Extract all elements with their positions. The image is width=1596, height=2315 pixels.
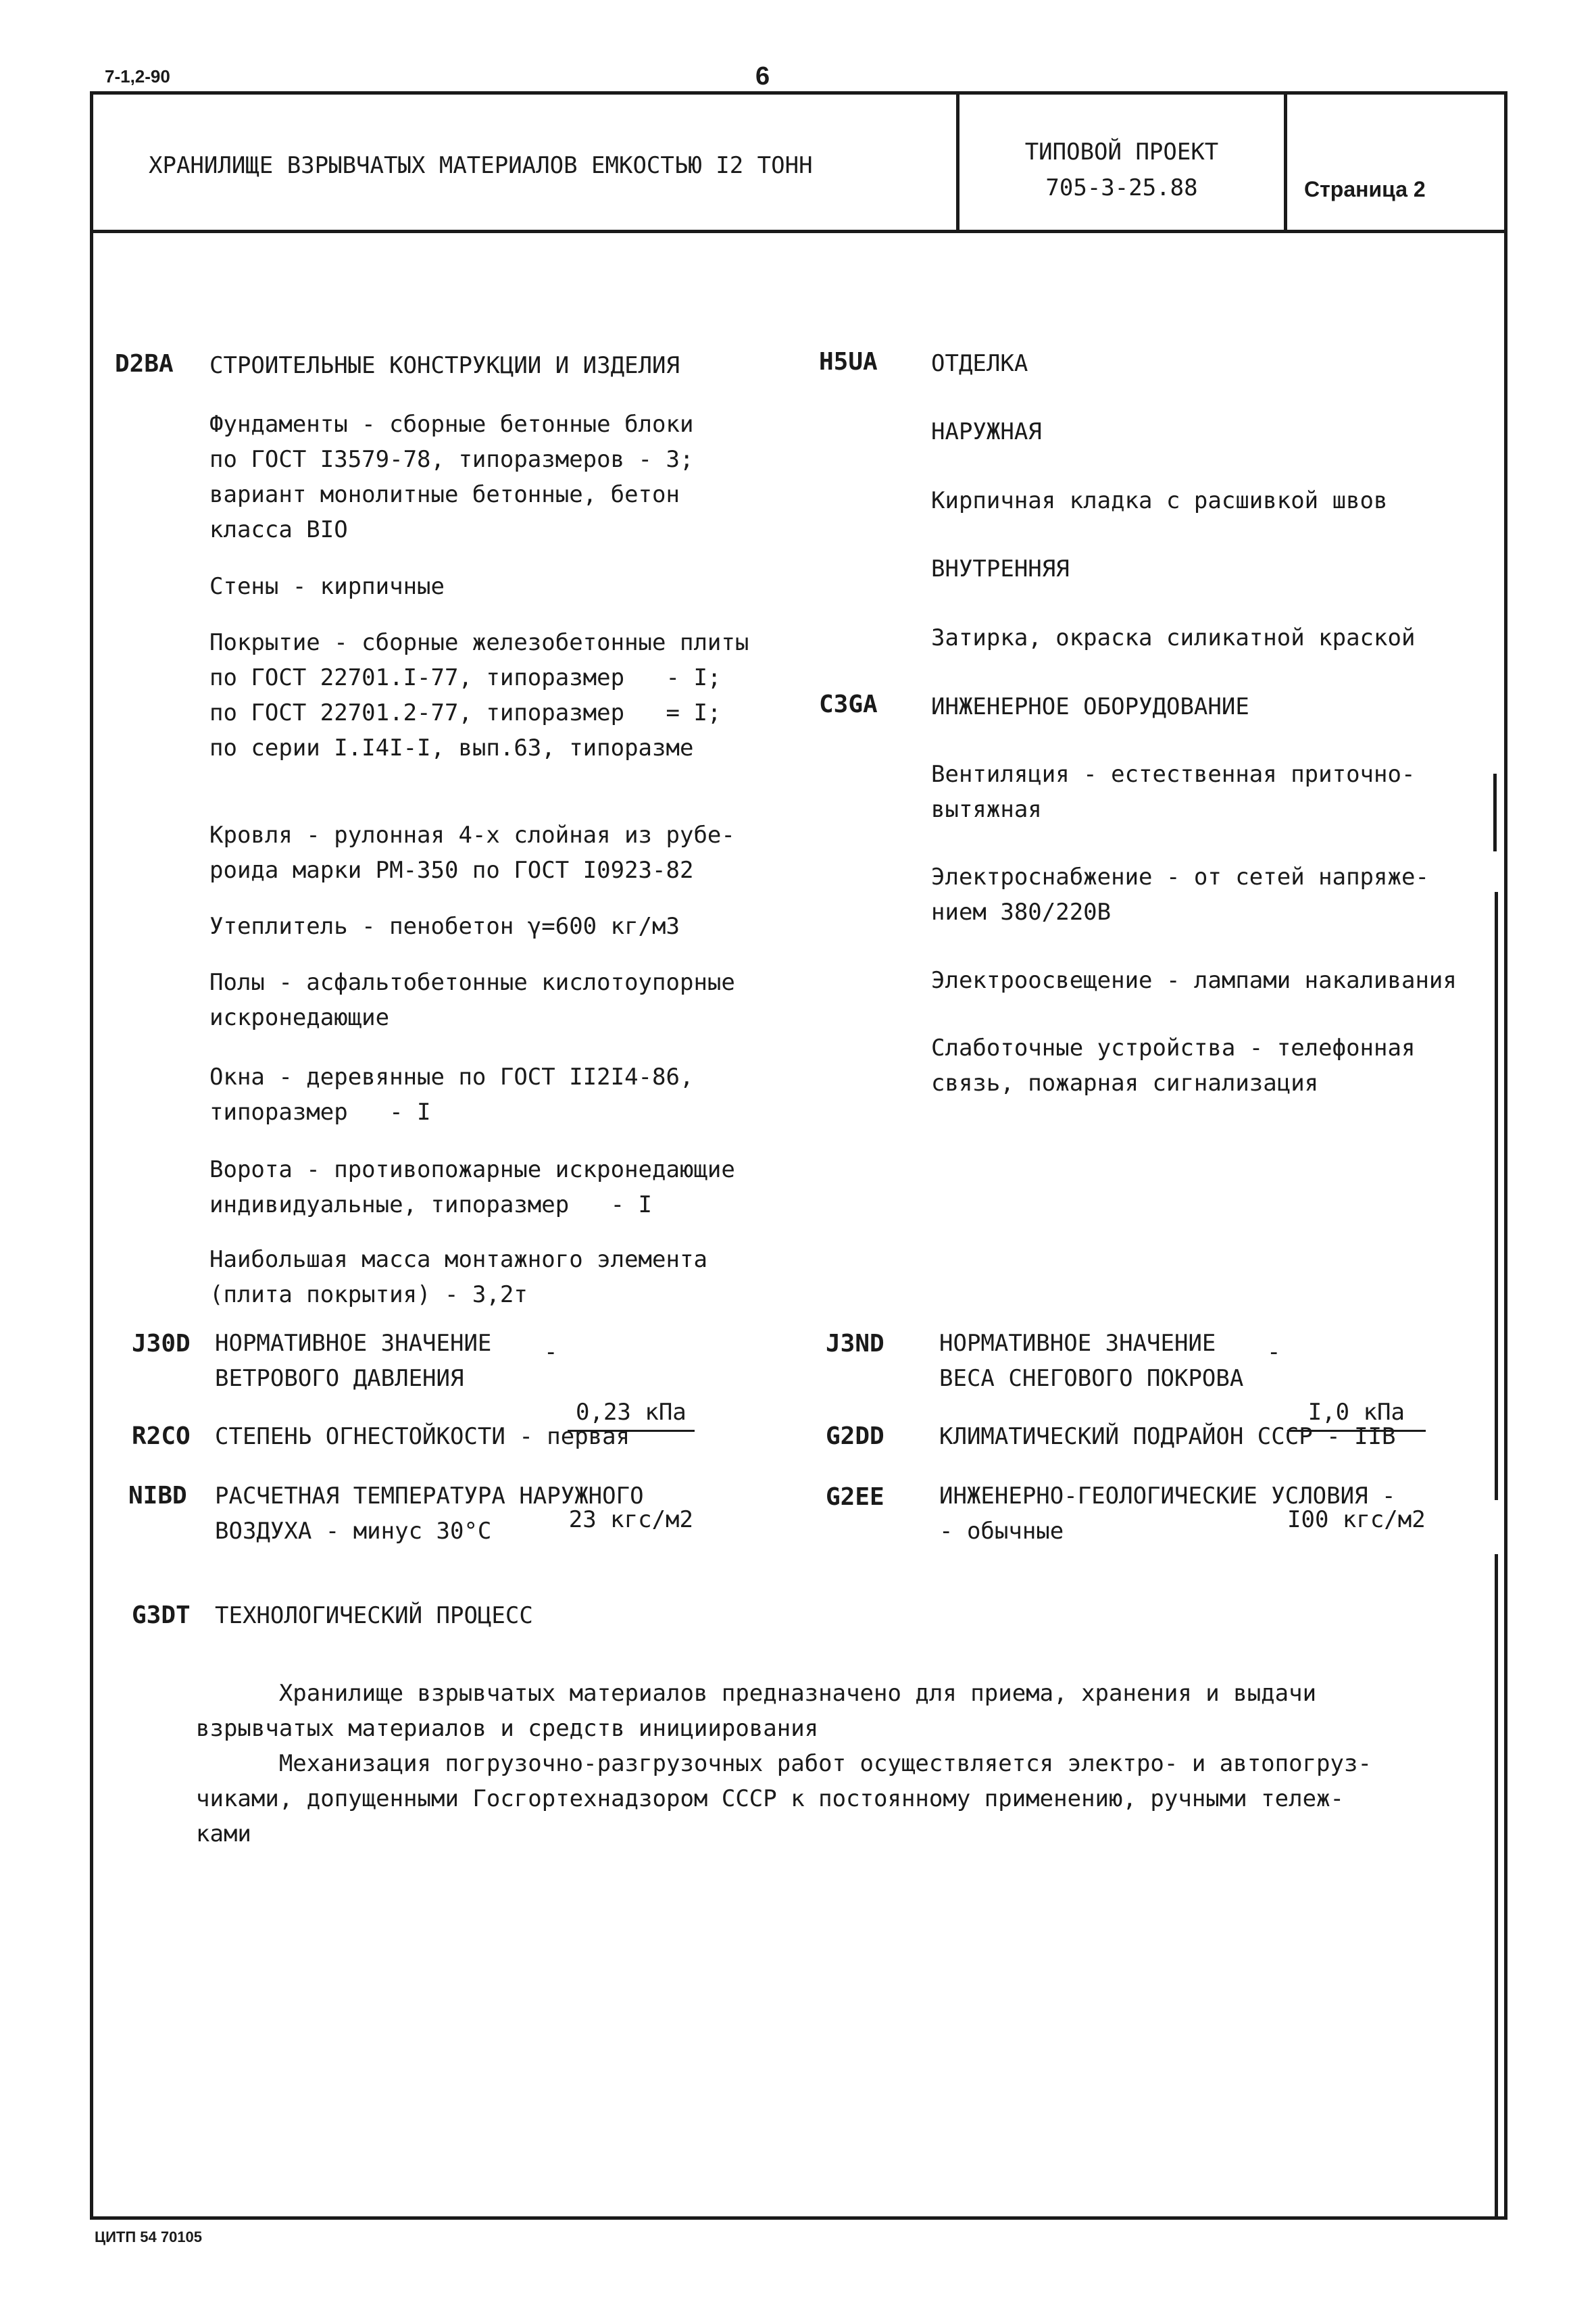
text-line: искронедающие [209,1004,390,1031]
text-line: - обычные [939,1518,1064,1545]
text-line: по ГОСТ 22701.I-77, типоразмер - I; [209,664,722,691]
text-line: роида марки РМ-350 по ГОСТ I0923-82 [209,857,694,884]
param-code-fire: R2CO [132,1422,191,1450]
text-line: по ГОСТ I3579-78, типоразмеров - 3; [209,446,694,473]
structures-floors [209,965,735,1035]
doc-code: 7-1,2-90 [105,66,170,86]
section-heading-process: ТЕХНОЛОГИЧЕСКИЙ ПРОЦЕСС [215,1602,533,1629]
text-line: НОРМАТИВНОЕ ЗНАЧЕНИЕ [215,1330,492,1357]
text-line: чиками, допущенными Госгортехнадзором СССР к постоянному применению, ручными тележ- [196,1785,1344,1812]
text-line: Вентиляция - естественная приточно- [931,761,1416,788]
process-description [196,1676,1372,1851]
text-line: нием 380/220В [931,899,1112,926]
param-code-snow: J3ND [826,1330,884,1358]
structures-roof-slabs [209,625,749,766]
structures-foundations [209,407,693,547]
text-line: Кровля - рулонная 4-х слойная из рубе- [209,822,735,849]
structures-walls: Стены - кирпичные [209,573,445,600]
text-line: НОРМАТИВНОЕ ЗНАЧЕНИЕ [939,1330,1216,1357]
document-title: ХРАНИЛИЩЕ ВЗРЫВЧАТЫХ МАТЕРИАЛОВ ЕМКОСТЬЮ I2 ТОНН [149,152,813,179]
param-wind-label [215,1326,491,1396]
text-line: вариант монолитные бетонные, бетон [209,481,680,508]
equipment-low-current [931,1030,1415,1101]
text-line: Механизация погрузочно-разгрузочных работ осуществляется электро- и автопогруз- [196,1750,1372,1777]
text-line: связь, пожарная сигнализация [931,1070,1319,1097]
section-heading-equipment: ИНЖЕНЕРНОЕ ОБОРУДОВАНИЕ [931,693,1249,720]
text-line: по ГОСТ 22701.2-77, типоразмер = I; [209,699,722,726]
structures-max-mass [209,1242,707,1312]
section-code-structures: D2BA [115,350,174,378]
text-line: по серии I.I4I-I, вып.63, типоразме [209,735,694,762]
structures-windows [209,1060,693,1130]
text-line: Электроснабжение - от сетей напряже- [931,864,1429,891]
section-heading-structures: СТРОИТЕЛЬНЫЕ КОНСТРУКЦИИ И ИЗДЕЛИЯ [209,352,680,379]
text-line: ВЕТРОВОГО ДАВЛЕНИЯ [215,1365,464,1392]
equipment-lighting: Электроосвещение - лампами накаливания [931,967,1457,994]
param-snow-label [939,1326,1243,1396]
wind-dash: - [544,1339,558,1366]
param-climate-subregion: КЛИМАТИЧЕСКИЙ ПОДРАЙОН СССР - IIB [939,1423,1396,1450]
text-line: типоразмер - I [209,1099,431,1126]
text-line: ИНЖЕНЕРНО-ГЕОЛОГИЧЕСКИЕ УСЛОВИЯ - [939,1483,1396,1510]
snow-value-kgs: I00 кгс/м2 [1287,1506,1426,1533]
param-fire-resistance: СТЕПЕНЬ ОГНЕСТОЙКОСТИ - первая [215,1423,630,1450]
structures-insulation: Утеплитель - пенобетон γ=600 кг/м3 [209,913,680,940]
margin-mark [1495,892,1498,1500]
text-line: ВЕСА СНЕГОВОГО ПОКРОВА [939,1365,1244,1392]
equipment-ventilation [931,757,1415,827]
equipment-power [931,860,1429,930]
param-code-geology: G2EE [826,1483,884,1511]
sheet-label: Страница 2 [1304,177,1426,201]
text-line: Полы - асфальтобетонные кислотоупорные [209,969,735,996]
text-line: Хранилище взрывчатых материалов предназначено для приема, хранения и выдачи [196,1680,1317,1707]
text-line: Фундаменты - сборные бетонные блоки [209,411,694,438]
footer-stamp: ЦИТП 54 70105 [95,2229,203,2245]
text-line: Окна - деревянные по ГОСТ II2I4-86, [209,1064,694,1091]
page-number: 6 [755,62,770,91]
text-line: индивидуальные, типоразмер - I [209,1191,653,1218]
structures-roofing [209,818,735,888]
structures-gates [209,1152,735,1222]
text-line: Слаботочные устройства - телефонная [931,1035,1416,1062]
project-label: ТИПОВОЙ ПРОЕКТ [1024,139,1219,166]
snow-value-kpa: I,0 кПа [1287,1395,1426,1432]
text-line: ВОЗДУХА - минус 30°С [215,1518,492,1545]
title-divider-2 [1284,91,1287,233]
text-line: РАСЧЕТНАЯ ТЕМПЕРАТУРА НАРУЖНОГО [215,1483,644,1510]
text-line: взрывчатых материалов и средств инициирования [196,1715,819,1742]
section-code-finish: H5UA [819,348,878,376]
text-line: ками [196,1820,251,1847]
param-temperature [215,1478,644,1549]
param-geology [939,1478,1396,1549]
finish-outer-text: Кирпичная кладка с расшивкой швов [931,487,1388,514]
text-line: (плита покрытия) - 3,2т [209,1281,528,1308]
wind-value-kgs: 23 кгс/м2 [568,1506,693,1533]
margin-mark [1495,1554,1498,2220]
finish-outer-label: НАРУЖНАЯ [931,418,1042,445]
text-line: класса BIO [209,516,348,543]
param-code-temperature: NIBD [128,1482,187,1510]
margin-mark [1493,774,1497,851]
param-code-wind: J30D [132,1330,191,1358]
section-heading-finish: ОТДЕЛКА [931,350,1028,377]
section-code-equipment: C3GA [819,691,878,718]
finish-inner-text: Затирка, окраска силикатной краской [931,624,1416,651]
text-line: вытяжная [931,796,1042,823]
param-code-climate: G2DD [826,1422,884,1450]
text-line: Наибольшая масса монтажного элемента [209,1246,707,1273]
text-line: Ворота - противопожарные искронедающие [209,1156,735,1183]
section-code-process: G3DT [132,1601,191,1629]
snow-dash: - [1267,1339,1281,1366]
finish-inner-label: ВНУТРЕННЯЯ [931,555,1070,582]
wind-value-kpa: 0,23 кПа [568,1395,695,1432]
text-line: Покрытие - сборные железобетонные плиты [209,629,749,656]
project-number: 705-3-25.88 [1045,174,1198,201]
